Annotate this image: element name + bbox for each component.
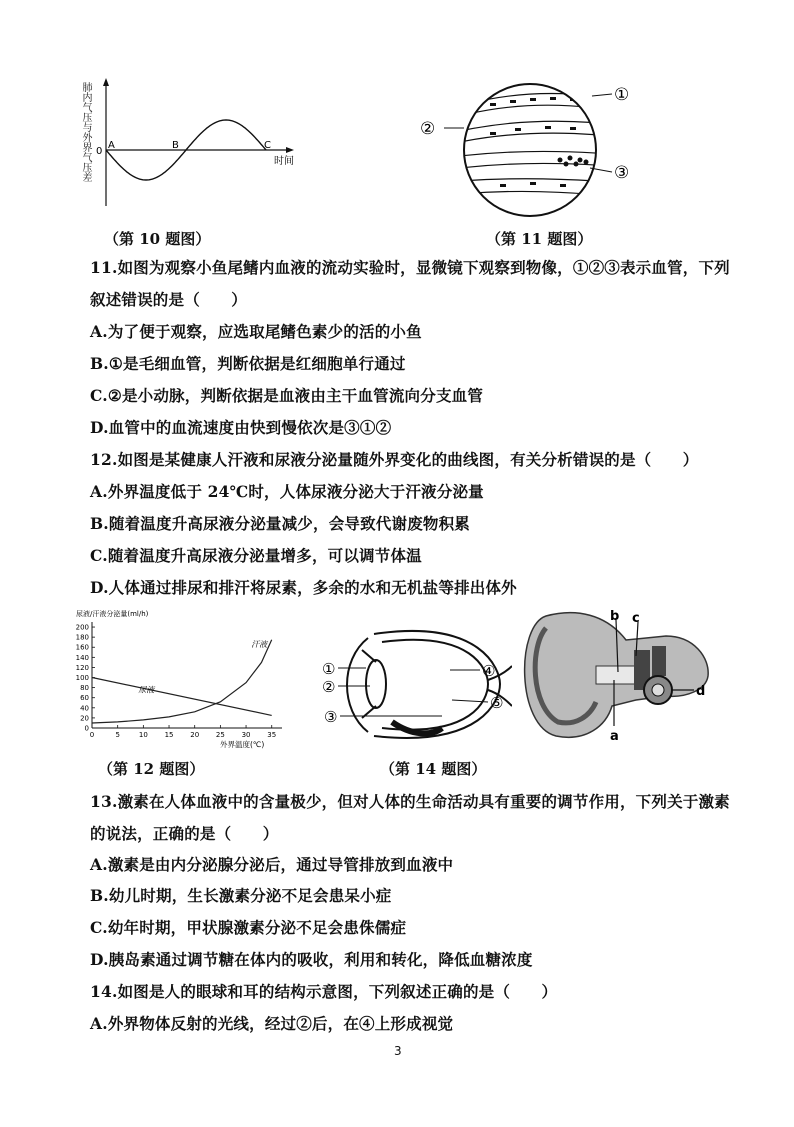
q13-option-d: D.胰岛素通过调节糖在体内的吸收，利用和转化，降低血糖浓度 xyxy=(90,950,533,969)
fig12-caption: （第 12 题图） xyxy=(98,760,205,778)
series-line-0 xyxy=(92,640,272,723)
q11-stem-line2: 叙述错误的是（ ） xyxy=(90,290,248,309)
eye-label-5: ⑤ xyxy=(490,694,504,712)
eye-label-1: ① xyxy=(322,660,336,678)
q11-option-d: D.血管中的血流速度由快到慢依次是③①② xyxy=(90,418,392,437)
y-tick-label: 60 xyxy=(80,694,89,703)
figure-11 xyxy=(420,76,650,224)
eye-label-3: ③ xyxy=(324,708,338,726)
ear-label-b: b xyxy=(610,609,620,624)
fig10-y-label: 肺内气压与外界气压差 xyxy=(80,82,91,182)
y-tick-label: 180 xyxy=(75,633,89,642)
x-tick-label: 0 xyxy=(89,731,95,739)
series-label-urine: 尿液 xyxy=(138,685,155,695)
y-tick-label: 20 xyxy=(80,714,89,723)
y-tick-label: 80 xyxy=(80,684,89,693)
x-tick-label: 20 xyxy=(190,731,200,739)
y-tick-label: 40 xyxy=(80,704,89,713)
eye-label-2: ② xyxy=(322,678,336,696)
ear-label-a: a xyxy=(610,729,619,744)
q11-option-c: C.②是小动脉，判断依据是血液由主干血管流向分支血管 xyxy=(90,386,484,405)
fig10-x-label: 时间 xyxy=(274,156,294,167)
q13-stem-line1: 13.激素在人体血液中的含量极少，但对人体的生命活动具有重要的调节作用，下列关于激素 xyxy=(90,792,730,811)
q12-option-c: C.随着温度升高尿液分泌量增多，可以调节体温 xyxy=(90,546,422,565)
y-tick-label: 200 xyxy=(75,623,89,632)
y-tick-label: 100 xyxy=(75,674,89,683)
figure-12 xyxy=(70,606,290,754)
y-tick-label: 120 xyxy=(75,663,89,672)
y-axis-label: 尿液/汗液分泌量(ml/h) xyxy=(76,610,149,618)
eye-diagram xyxy=(322,610,512,750)
fig11-label-1: ① xyxy=(614,85,630,105)
fig10-point-b: B xyxy=(172,140,179,151)
figure-14-eye xyxy=(322,610,512,750)
fig12-chart xyxy=(70,606,290,754)
fig11-microscope-view xyxy=(420,76,650,224)
fig11-label-2: ② xyxy=(420,119,436,139)
fig10-point-a: A xyxy=(108,140,115,151)
q13-option-b: B.幼儿时期，生长激素分泌不足会患呆小症 xyxy=(90,886,392,905)
fig10-point-c: C xyxy=(264,140,271,151)
fig10-graph xyxy=(94,78,314,208)
y-tick-label: 160 xyxy=(75,643,89,652)
q14-stem: 14.如图是人的眼球和耳的结构示意图，下列叙述正确的是（ ） xyxy=(90,982,558,1001)
q12-option-a: A.外界温度低于 24℃时，人体尿液分泌大于汗液分泌量 xyxy=(90,482,484,501)
q11-option-b: B.①是毛细血管，判断依据是红细胞单行通过 xyxy=(90,354,406,373)
x-tick-label: 30 xyxy=(241,731,251,739)
fig10-origin: 0 xyxy=(96,146,103,157)
ear-label-c: c xyxy=(632,611,640,626)
q12-stem: 12.如图是某健康人汗液和尿液分泌量随外界变化的曲线图，有关分析错误的是（ ） xyxy=(90,450,699,469)
x-tick-label: 15 xyxy=(164,731,174,739)
x-tick-label: 5 xyxy=(115,731,120,739)
x-tick-label: 25 xyxy=(215,731,225,739)
q13-option-a: A.激素是由内分泌腺分泌后，通过导管排放到血液中 xyxy=(90,855,454,874)
q14-option-a: A.外界物体反射的光线，经过②后，在④上形成视觉 xyxy=(90,1014,454,1033)
fig11-caption: （第 11 题图） xyxy=(486,230,593,248)
figure-14-ear xyxy=(516,606,716,746)
fig10-caption: （第 10 题图） xyxy=(104,230,211,248)
ear-diagram xyxy=(516,606,716,746)
fig11-label-3: ③ xyxy=(614,163,630,183)
series-label-sweat: 汗液 xyxy=(251,640,268,650)
q12-option-b: B.随着温度升高尿液分泌量减少，会导致代谢废物积累 xyxy=(90,514,470,533)
y-tick-label: 140 xyxy=(75,653,89,662)
fig14-caption: （第 14 题图） xyxy=(380,760,487,778)
q11-option-a: A.为了便于观察，应选取尾鳍色素少的活的小鱼 xyxy=(90,322,422,341)
q11-stem-line1: 11.如图为观察小鱼尾鳍内血液的流动实验时，显微镜下观察到物像，①②③表示血管，下列 xyxy=(90,258,730,277)
eye-label-4: ④ xyxy=(482,662,496,680)
x-axis-label: 外界温度(℃) xyxy=(220,740,265,749)
figure-10 xyxy=(78,78,318,218)
y-tick-label: 0 xyxy=(84,724,89,733)
q12-option-d: D.人体通过排尿和排汗将尿素，多余的水和无机盐等排出体外 xyxy=(90,578,517,597)
x-tick-label: 10 xyxy=(138,731,148,739)
page-number: 3 xyxy=(394,1044,402,1058)
ear-label-d: d xyxy=(696,684,706,699)
q13-option-c: C.幼年时期，甲状腺激素分泌不足会患侏儒症 xyxy=(90,918,407,937)
q13-stem-line2: 的说法，正确的是（ ） xyxy=(90,824,279,843)
x-tick-label: 35 xyxy=(267,731,277,739)
